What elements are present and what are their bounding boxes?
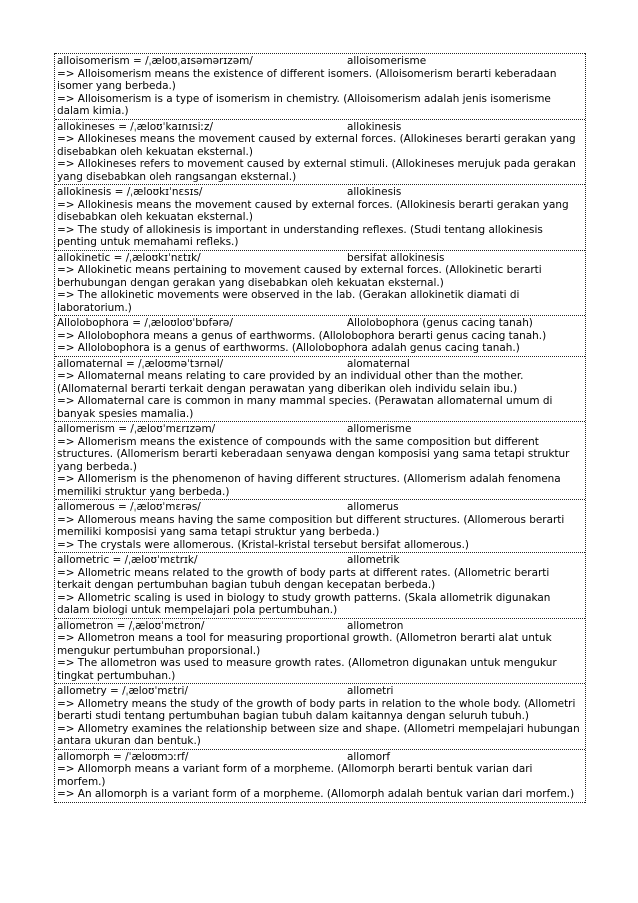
entry-translation: alomaternal	[347, 357, 410, 370]
entry-word-pronunciation	[57, 55, 347, 68]
equals-sign: =	[111, 186, 127, 198]
example-sentence: => The crystals were allomerous. (Kristal-kristal tersebut bersifat allomerous.)	[57, 538, 470, 551]
dictionary-entry	[55, 356, 585, 422]
entry-word: allokinetic	[57, 251, 111, 264]
example-sentence: => Allometric means related to the growth of body parts at different rates. (Allometric berarti terkait dengan pertumbuhan bagian tubuh dengan kecepatan berbeda.)	[57, 566, 550, 591]
dictionary-entry	[55, 421, 585, 499]
example-sentence: => Allomerism means the existence of compounds with the same composition but different structures. (Allomerism berarti keberadaan senyawa dengan komposisi yang sama tetapi struktur yang berbeda.)	[57, 435, 570, 473]
example-sentence: => Allometric scaling is used in biology to study growth patterns. (Skala allometrik digunakan dalam biologi untuk mempelajari pola pertumbuhan.)	[57, 591, 551, 616]
example-sentence: => Allomaternal means relating to care provided by an individual other than the mother. (Allomaternal berarti terkait dengan perawatan yang diberikan oleh individu selain ibu.)	[57, 370, 524, 395]
entry-word-pronunciation	[57, 121, 347, 134]
dictionary-entry	[55, 184, 585, 250]
entry-pronunciation: /ˌæloʊˈmɛtrɪk/	[124, 554, 198, 566]
example-sentence: => Allokinesis means the movement caused by external forces. (Allokinesis berarti gerakan yang disebabkan oleh kekuatan eksternal.)	[57, 198, 569, 223]
entry-translation: allometri	[347, 685, 394, 697]
dictionary-entry	[55, 618, 585, 684]
entry-word-pronunciation	[57, 685, 347, 698]
entry-headword-line	[57, 620, 583, 633]
entry-translation: Allolobophora (genus cacing tanah)	[347, 317, 533, 329]
entry-headword-line	[57, 685, 583, 698]
entry-pronunciation: /ˌæloʊˈmɛrɪzəm/	[130, 423, 216, 435]
entry-headword-line	[57, 186, 583, 199]
entry-word: allokineses	[57, 120, 115, 133]
dictionary-entry	[55, 552, 585, 618]
entry-word-pronunciation	[57, 501, 347, 514]
entry-headword-line	[57, 423, 583, 436]
example-sentence: => Allokineses refers to movement caused by external stimuli. (Allokineses merujuk pada gerakan yang disebabkan oleh rangsangan eksternal.)	[57, 158, 576, 183]
equals-sign: =	[114, 501, 131, 513]
entry-word: alloisomerism	[57, 55, 130, 67]
example-sentence: => Alloisomerism means the existence of different isomers. (Alloisomerism berarti keberadaan isomer yang berbeda.)	[57, 67, 557, 92]
entry-word-pronunciation	[57, 317, 347, 330]
equals-sign: =	[129, 55, 146, 67]
entry-headword-line	[57, 358, 583, 371]
dictionary-entry	[55, 53, 585, 119]
entry-pronunciation: /ˌæloʊˈkaɪnɪsiːz/	[130, 120, 213, 133]
entry-translation: allomorf	[347, 750, 391, 763]
entry-pronunciation: /ˈæloʊmɔːrf/	[125, 750, 189, 763]
entry-word-pronunciation	[57, 423, 347, 436]
equals-sign: =	[113, 619, 129, 632]
entry-pronunciation: /ˌæloʊkɪˈnɛsɪs/	[126, 186, 203, 198]
entry-translation: allokinesis	[347, 186, 402, 198]
dictionary-entry	[55, 315, 585, 356]
entry-word: Allolobophora	[57, 317, 129, 329]
entry-headword-line	[57, 252, 583, 265]
entry-word: allomerous	[57, 501, 115, 513]
example-sentence: => Allolobophora means a genus of earthworms. (Allolobophora berarti genus cacing tanah.)	[57, 329, 547, 342]
entry-word-pronunciation	[57, 186, 347, 199]
entry-word: allomerism	[57, 423, 115, 435]
entry-word-pronunciation	[57, 358, 347, 371]
entry-word: allomaternal	[57, 357, 123, 370]
example-sentence: => Allomaternal care is common in many mammal species. (Perawatan allomaternal umum di banyak spesies mamalia.)	[57, 395, 553, 420]
entry-headword-line	[57, 751, 583, 764]
entry-word-pronunciation	[57, 751, 347, 764]
entry-translation: alloisomerisme	[347, 55, 427, 67]
entry-word-pronunciation	[57, 252, 347, 265]
equals-sign: =	[128, 317, 145, 329]
example-sentence: => Allokinetic means pertaining to movement caused by external forces. (Allokinetic berarti berhubungan dengan gerakan yang disebabkan oleh kekuatan eksternal.)	[57, 264, 542, 289]
entry-pronunciation: /ˌæloʊməˈtɜrnəl/	[138, 357, 224, 370]
example-sentence: => Allometry means the study of the growth of body parts in relation to the whole body. (Allometri berarti studi tentang pertumbuhan bagian tubuh dalam kaitannya dengan seluruh tubuh.)	[57, 697, 576, 722]
example-sentence: => Allometron means a tool for measuring proportional growth. (Allometron berarti alat untuk mengukur pertumbuhan proporsional.)	[57, 632, 552, 657]
equals-sign: =	[109, 750, 126, 763]
entry-word: allokinesis	[57, 186, 112, 198]
example-sentence: => Allokineses means the movement caused by external forces. (Allokineses berarti gerakan yang disebabkan oleh kekuatan eksternal.)	[57, 133, 576, 158]
example-sentence: => Allomerous means having the same composition but different structures. (Allomerous berarti memiliki komposisi yang sama tetapi struktur yang berbeda.)	[57, 513, 565, 538]
example-sentence: => Alloisomerism is a type of isomerism in chemistry. (Alloisomerism adalah jenis isomerisme dalam kimia.)	[57, 92, 551, 117]
dictionary-entry	[55, 499, 585, 552]
equals-sign: =	[122, 357, 139, 370]
example-sentence: => The allometron was used to measure growth rates. (Allometron digunakan untuk mengukur tingkat pertumbuhan.)	[57, 657, 557, 682]
entry-translation: allometron	[347, 619, 404, 632]
entry-headword-line	[57, 55, 583, 68]
entry-translation: allomerisme	[347, 423, 412, 435]
example-sentence: => Allometry examines the relationship between size and shape. (Allometri mempelajari hubungan antara ukuran dan bentuk.)	[57, 722, 580, 747]
entry-word-pronunciation	[57, 620, 347, 633]
entry-headword-line	[57, 317, 583, 330]
entry-word: allometry	[57, 685, 107, 697]
equals-sign: =	[114, 423, 131, 435]
entry-pronunciation: /ˌæloʊˈmɛrəs/	[130, 501, 201, 513]
entry-translation: allometrik	[347, 554, 400, 566]
example-sentence: => Allomorph means a variant form of a morpheme. (Allomorph berarti bentuk varian dari morfem.)	[57, 763, 533, 788]
dictionary-entry	[55, 749, 585, 803]
dictionary-table	[54, 53, 586, 803]
example-sentence: => Allolobophora is a genus of earthworms. (Allolobophora adalah genus cacing tanah.)	[57, 342, 520, 354]
entry-pronunciation: /ˌæloʊˌaɪsəmərɪzəm/	[145, 55, 253, 67]
equals-sign: =	[110, 251, 126, 264]
entry-pronunciation: /ˌæloʊˈmɛtri/	[122, 685, 188, 697]
entry-pronunciation: /ˌæloʊloʊˈbɒfərə/	[144, 317, 233, 329]
entry-pronunciation: /ˌæloʊkɪˈnɛtɪk/	[125, 251, 201, 264]
example-sentence: => An allomorph is a variant form of a morpheme. (Allomorph adalah bentuk varian dari morfem.)	[57, 788, 575, 800]
entry-pronunciation: /ˌæloʊˈmɛtron/	[128, 619, 205, 632]
entry-headword-line	[57, 121, 583, 134]
equals-sign: =	[114, 120, 131, 133]
entry-translation: allokinesis	[347, 120, 402, 133]
equals-sign: =	[109, 554, 125, 566]
entry-word: allomorph	[57, 750, 110, 763]
entry-headword-line	[57, 501, 583, 514]
example-sentence: => Allomerism is the phenomenon of having different structures. (Allomerism adalah fenomena memiliki struktur yang berbeda.)	[57, 473, 561, 498]
entry-translation: bersifat allokinesis	[347, 251, 445, 264]
dictionary-entry	[55, 683, 585, 749]
equals-sign: =	[106, 685, 123, 697]
dictionary-entry	[55, 119, 585, 185]
entry-translation: allomerus	[347, 501, 399, 513]
entry-word: allometric	[57, 554, 110, 566]
entry-headword-line	[57, 554, 583, 567]
example-sentence: => The allokinetic movements were observed in the lab. (Gerakan allokinetik diamati di laboratorium.)	[57, 289, 520, 314]
example-sentence: => The study of allokinesis is important in understanding reflexes. (Studi tentang allokinesis penting untuk memahami refleks.)	[57, 223, 543, 248]
entry-word: allometron	[57, 619, 114, 632]
entry-word-pronunciation	[57, 554, 347, 567]
dictionary-entry	[55, 250, 585, 316]
